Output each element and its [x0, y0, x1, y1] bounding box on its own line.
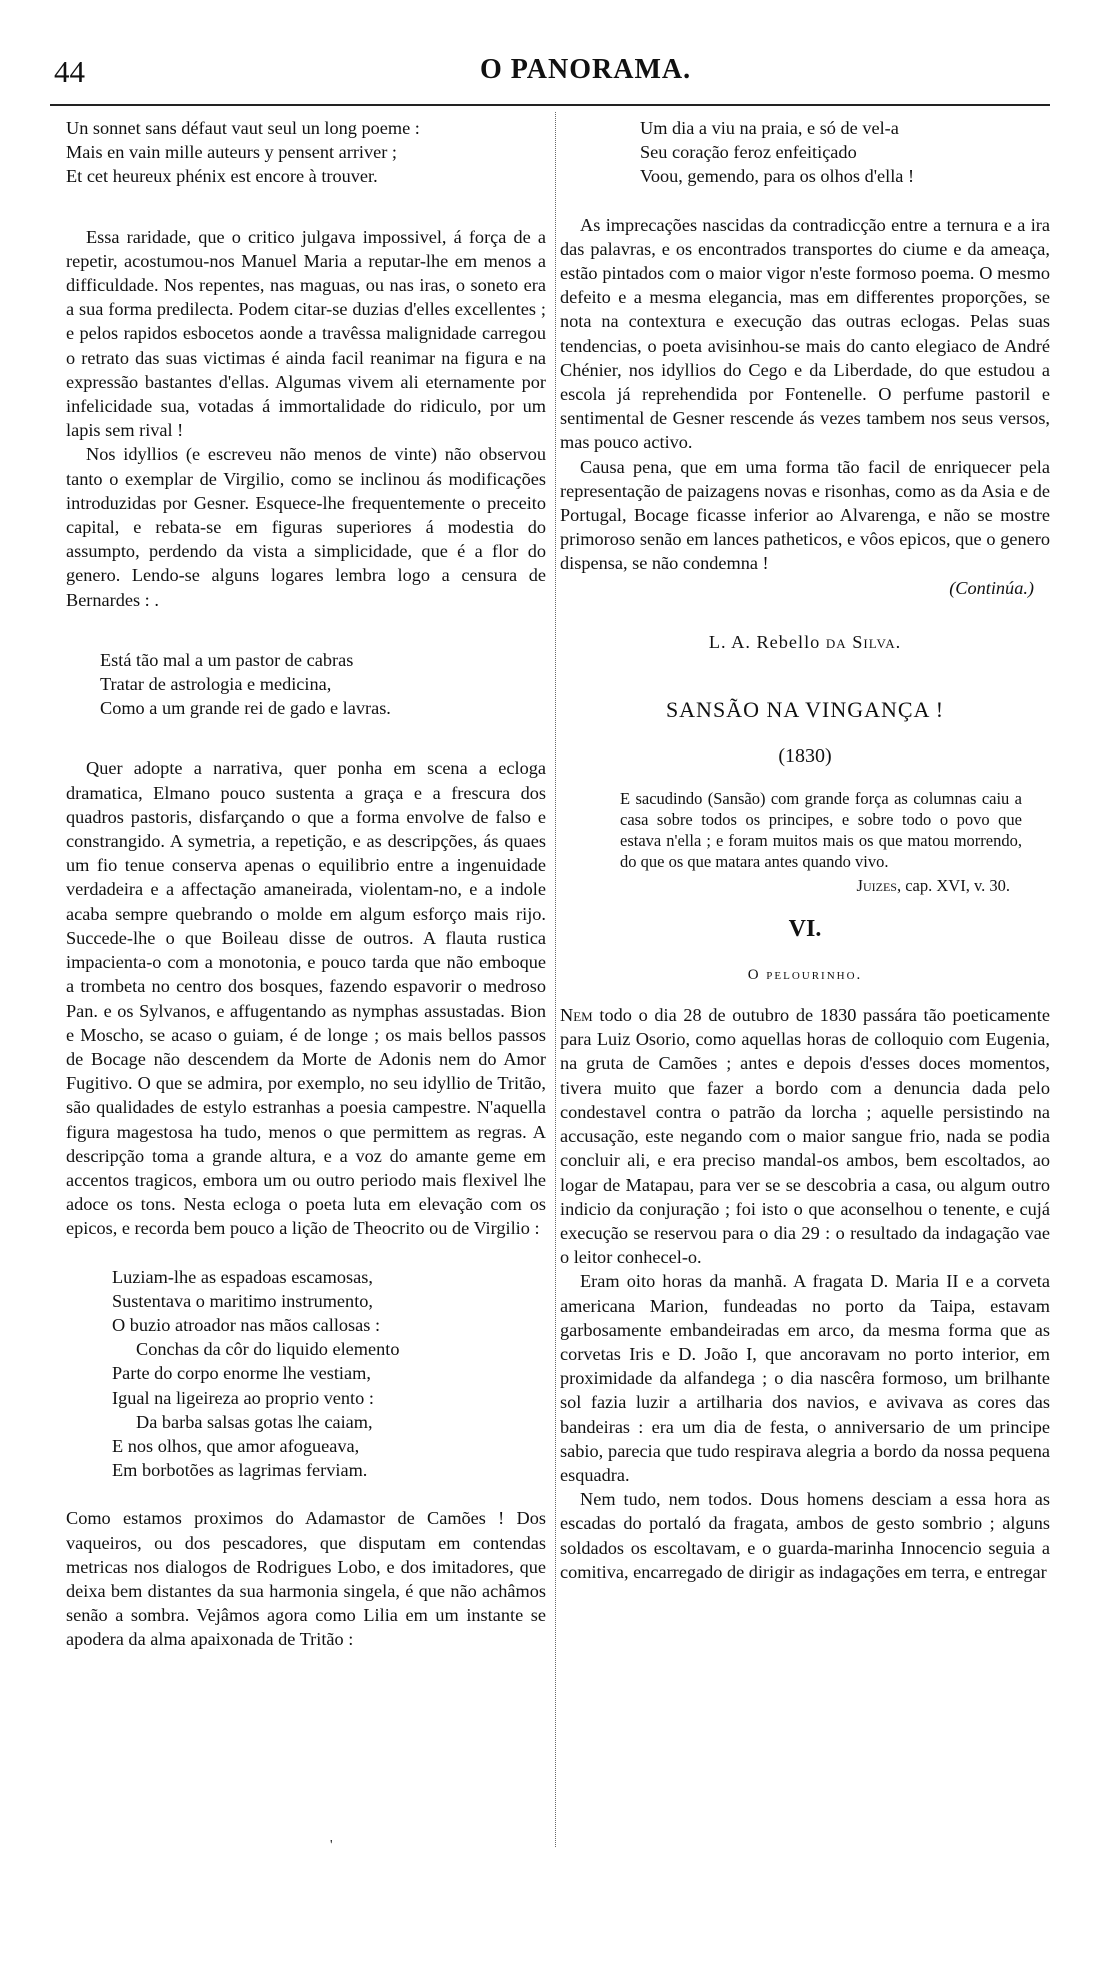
verse-line: Voou, gemendo, para os olhos d'ella !: [640, 166, 915, 187]
paragraph: As imprecações nascidas da contradicção entre a ternura e a ira das palavras, e os encontrados transportes do ciume e da ameaça, estão pintados com o maior vigor n'este formoso poema. O mesmo defeito e a mesma elegancia, mas em differentes proporções, se nota na contextura e execução das outras eclogas. Pelas suas tendencias, o poeta avisinhou-se mais do canto elegiaco de André Chénier, nos idyllios do Cego e da Liberdade, do que estudou a escola já reprehendida por Fontenelle. O perfume pastoril e sentimental de Gesner rescende ás vezes tambem nos seus versos, mas pouco activo.: [560, 214, 1050, 453]
paragraph: Essa raridade, que o critico julgava impossivel, á força de a repetir, acostumou-nos Manuel Maria a reputar-lhe em menos a difficuldade. Nos repentes, nas maguas, ou nas iras, o soneto era a sua forma predilecta. Podem citar-se duzias d'elles excellentes ; e pelos rapidos esbocetos aonde a travêssa malignidade carregou o retrato das suas victimas é ainda facil reanimar na figura e na expressão bastantes d'ellas. Algumas vivem ali eternamente por infelicidade sua, votadas á immortalidade do ridiculo, por um lapis sem rival !: [66, 226, 546, 441]
paragraph-body: todo o dia 28 de outubro de 1830 passára tão poeticamente para Luiz Osorio, como aquellas horas de colloquio com Eugenia, na gruta de Camões ; antes e depois d'esses doces momentos, tivera muito que fazer a bordo com a denuncia dada pelo condestavel contra o patrão da lorcha ; aquelle persistindo na accusação, este negando com o maior sangue frio, nada se podia concluir ali, e era preciso mandal-os ambos, bem escoltados, ao logar de Matapau, para ver se se descobria a casa, ou algum outro indicio da conjuração ; foi isto o que aconselhou o tenente, e cujá execução se reservou para o dia 29 : o resultado da indagação vae o leitor conhecel-o.: [560, 1005, 1050, 1268]
author-signature: [560, 630, 1050, 654]
signature-da: da: [825, 631, 847, 652]
epigraph: E sacudindo (Sansão) com grande força as columnas caiu a casa sobre todos os principes, e sobre todo o povo que estava n'ella ; e foram muitos mais os que matou morrendo, do que os que matara antes quando vivo.: [620, 789, 1022, 872]
header-rule: [50, 104, 1050, 106]
verse-line: Et cet heureux phénix est encore à trouver.: [66, 166, 378, 187]
verse-line: Um dia a viu na praia, e só de vel-a: [640, 118, 899, 138]
paragraph: Nem tudo, nem todos. Dous homens desciam a essa hora as escadas do portaló da fragata, ambos de gesto sombrio ; alguns soldados os escoltavam, e o guarda-marinha Innocencio seguia a comitiva, encarregado de dirigir as indagações em terra, e entregar: [560, 1489, 1050, 1582]
verse-line: Parte do corpo enorme lhe vestiam,: [112, 1363, 371, 1384]
verse-line: Mais en vain mille auteurs y pensent arriver ;: [66, 142, 397, 163]
printer-mark: ': [330, 1838, 333, 1853]
verse-bernardes: [100, 648, 546, 721]
page-header: [50, 48, 1050, 98]
verse-line: Luziam-lhe as espadoas escamosas,: [112, 1266, 373, 1287]
epigraph-source: [560, 874, 1010, 898]
column-divider: [555, 112, 556, 1847]
article-year: (1830): [778, 745, 832, 768]
verse-line: Un sonnet sans défaut vaut seul un long poeme :: [66, 118, 420, 138]
verse-line: Tratar de astrologia e medicina,: [100, 674, 332, 695]
verse-tritao: [112, 1265, 546, 1483]
verse-line: O buzio atroador nas mãos callosas :: [112, 1314, 381, 1335]
epigraph-book: Juizes,: [856, 876, 902, 896]
right-column: [560, 116, 1050, 1584]
verse-lilia: [640, 116, 1050, 189]
verse-line: Da barba salsas gotas lhe caiam,: [136, 1411, 373, 1432]
paragraph: Como estamos proximos do Adamastor de Camões ! Dos vaqueiros, ou dos pescadores, que disputam em contendas metricas nos dialogos de Rodrigues Lobo, e dos imitadores, que deixa bem distantes da sua harmonia singela, é que não achâmos senão a sombra. Vejâmos agora como Lilia em um instante se apodera da alma apaixonada de Tritão :: [66, 1508, 546, 1650]
article-title: SANSÃO NA VINGANÇA !: [665, 697, 945, 723]
verse-line: Sustentava o maritimo instrumento,: [112, 1290, 373, 1311]
paragraph: Eram oito horas da manhã. A fragata D. Maria II e a corveta americana Marion, fundeadas no porto da Taipa, estavam garbosamente embandeiradas em arco, da mesma forma que as corvetas Iris e D. João I, que ancoravam no porto interior, em proximidade da alfandega ; o dia nascêra formoso, um brilhante sol fazia luzir a artilharia dos navios, e avivava as cores das bandeiras : era um dia de festa, o anniversario de um principe sabio, parecia que tudo respirava alegria a bordo da nossa pequena esquadra.: [560, 1271, 1050, 1485]
signature-surname: Silva.: [852, 631, 902, 652]
paragraph: Nos idyllios (e escreveu não menos de vinte) não observou tanto o exemplar de Virgilio, como se inclinou ás modificações introduzidas por Gesner. Esquece-lhe frequentemente o preceito capital, e rebata-se em figuras superiores á modestia do assumpto, perdendo da vista a simplicidade, que é a flor do genero. Lendo-se alguns logares lembra logo a censura de Bernardes : .: [66, 444, 546, 610]
chapter-number: VI.: [788, 915, 822, 942]
opening-word: Nem: [560, 1005, 593, 1026]
verse-line: Em borbotões as lagrimas ferviam.: [112, 1460, 368, 1481]
verse-line: Seu coração feroz enfeitiçado: [640, 142, 857, 163]
verse-line: Conchas da côr do liquido elemento: [136, 1339, 400, 1360]
chapter-subheading: O pelourinho.: [747, 966, 863, 983]
epigraph-reference: cap. XVI, v. 30.: [905, 876, 1010, 896]
continua-note: (Continúa.): [949, 577, 1034, 598]
verse-line: Como a um grande rei de gado e lavras.: [100, 698, 391, 719]
paragraph: Causa pena, que em uma forma tão facil de enriquecer pela representação de paizagens novas e risonhas, como as da Asia e de Portugal, Bocage ficasse inferior ao Alvarenga, e não se mostre primoroso senão em lances patheticos, e vôos epicos, que o genero dispensa, se não condemna !: [560, 456, 1050, 574]
running-title: O PANORAMA.: [480, 54, 692, 85]
left-column: [66, 116, 546, 1652]
verse-line: E nos olhos, que amor afogueava,: [112, 1435, 360, 1456]
paragraph: Quer adopte a narrativa, quer ponha em scena a ecloga dramatica, Elmano pouco sustenta a graça e a frescura dos quadros pastoris, disfarçando o que a forma envolve de falso e constrangido. A symetria, a repetição, e as descripções, ás quaes um fio tenue conserva apenas o equilibrio entre a ingenuidade verdadeira e a affectação amaneirada, violentam-no, e a indole acaba sempre quebrando o molde em algum esforço mais rijo. Succede-lhe o que Boileau disse de outros. A flauta rustica impacienta-o com a monotonia, e pouco tarda que não emboque a trombeta no centro dos bosques, fazendo espavorir o medroso Pan. e os Sylvanos, e affugentando as nymphas assustadas. Bion e Moscho, se acaso o guiam, é de longe ; os mais bellos passos de Bocage não descendem da Morte de Adonis nem do Amor Fugitivo. O que se admira, por exemplo, no seu idyllio de Tritão, são qualidades de estylo estranhas a poesia campestre. N'aquella figura magestosa ha tudo, menos o que permittem as regras. A descripção toma a grande altura, e a voz do amante geme em accentos tragicos, embora um ou outro periodo mais flexivel lhe adoce os tons. Nesta ecloga o poeta luta em elevação com os epicos, e recorda bem pouco a lição de Theocrito ou de Virgilio :: [66, 758, 546, 1239]
verse-line: Está tão mal a um pastor de cabras: [100, 649, 354, 670]
paragraph: [560, 1003, 1050, 1269]
page-number: 44: [54, 54, 85, 89]
verse-line: Igual na ligeireza ao proprio vento :: [112, 1387, 374, 1408]
signature-initials: L. A. Rebello: [708, 631, 821, 652]
verse-boileau: [66, 116, 546, 189]
